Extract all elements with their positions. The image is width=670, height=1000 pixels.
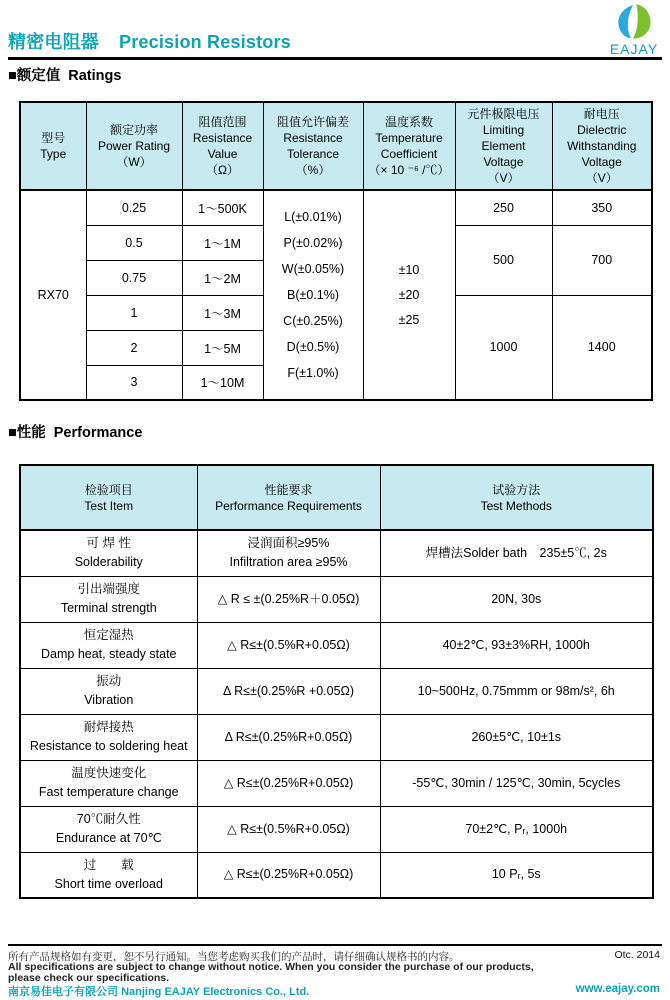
table-row	[20, 760, 653, 806]
temp-coefficient-value: ±25	[398, 312, 420, 327]
header-line: 额定功率	[109, 123, 158, 137]
type-cell: RX70	[20, 190, 86, 400]
footer-date: Otc. 2014	[614, 949, 660, 961]
test-item-en: Damp heat, steady state	[41, 647, 177, 661]
footer-notice-en-line1: All specifications are subject to change without notice. When you consider the purchase of our products,	[8, 961, 534, 973]
col-header-withstanding-voltage	[552, 102, 652, 190]
footer-company	[8, 983, 309, 999]
header-line: Value	[207, 147, 238, 161]
page-header	[0, 0, 670, 57]
test-item-cell	[20, 668, 197, 714]
header-line: Performance Requirements	[215, 498, 362, 513]
test-item-zh: 温度快速变化	[71, 766, 147, 780]
test-item-zh: 引出端强度	[77, 582, 140, 596]
col-header-resistance-value	[182, 102, 263, 190]
test-method-cell: 70±2℃, Pᵣ, 1000h	[380, 806, 653, 852]
temp-coefficient-cell	[363, 190, 455, 400]
page-title	[8, 28, 291, 54]
performance-heading-en: Performance	[53, 425, 143, 441]
limiting-voltage-cell: 500	[455, 225, 552, 295]
header-line: 试验方法	[492, 482, 541, 497]
tolerance-codes-cell	[263, 190, 363, 400]
requirement-cell: △ R ≤ ±(0.25%R＋0.05Ω)	[197, 576, 380, 622]
requirement-cell: △ R≤±(0.5%R+0.05Ω)	[197, 622, 380, 668]
logo-wordmark: EAJAY	[609, 41, 659, 57]
table-row	[20, 622, 653, 668]
requirement-line: Infiltration area ≥95%	[229, 555, 348, 570]
ratings-table	[19, 101, 653, 401]
requirement-line: 浸润面积≥95%	[247, 536, 330, 551]
performance-header-row	[20, 465, 653, 530]
test-item-en: Endurance at 70℃	[55, 831, 162, 845]
test-item-cell	[20, 530, 197, 576]
requirement-cell: △ R≤±(0.25%R+0.05Ω)	[197, 852, 380, 898]
tolerance-code: B(±0.1%)	[286, 288, 339, 302]
power-cell: 0.75	[86, 260, 182, 295]
temp-coefficient-value: ±10	[398, 262, 420, 277]
header-line: （V）	[487, 171, 520, 185]
col-header-resistance-tolerance	[263, 102, 363, 190]
header-line: （%）	[295, 163, 331, 177]
header-line: 耐电压	[583, 107, 620, 121]
test-method-cell: 焊槽法Solder bath 235±5℃, 2s	[380, 530, 653, 576]
footer-company-zh: 南京易佳电子有限公司	[8, 986, 118, 998]
power-cell: 0.5	[86, 225, 182, 260]
ratings-heading-zh: ■额定值	[8, 68, 61, 84]
header-line: 阻值范围	[198, 115, 247, 129]
header-line: Voltage	[581, 155, 622, 169]
col-header-limiting-voltage	[455, 102, 552, 190]
test-item-en: Terminal strength	[60, 601, 157, 615]
test-item-cell	[20, 806, 197, 852]
table-row	[20, 530, 653, 576]
test-item-en: Resistance to soldering heat	[29, 739, 188, 753]
header-line: Limiting	[482, 123, 525, 137]
company-logo	[604, 3, 664, 56]
test-item-zh: 振动	[96, 674, 122, 688]
test-item-cell	[20, 760, 197, 806]
col-header-test-item	[20, 465, 197, 530]
test-item-en: Short time overload	[54, 876, 163, 891]
test-method-cell: -55℃, 30min / 125℃, 30min, 5cycles	[380, 760, 653, 806]
ratings-section-heading	[8, 64, 670, 85]
performance-section-heading	[8, 421, 670, 442]
test-item-cell	[20, 852, 197, 898]
header-line: 性能要求	[264, 482, 313, 497]
ratings-heading-en: Ratings	[68, 68, 122, 84]
col-header-test-methods	[380, 465, 653, 530]
performance-heading-zh: ■性能	[8, 425, 46, 441]
requirement-cell: △ R≤±(0.5%R+0.05Ω)	[197, 806, 380, 852]
tolerance-code: F(±1.0%)	[287, 366, 339, 380]
header-line: Element	[481, 139, 526, 153]
footer-divider	[8, 944, 662, 946]
header-line: Resistance	[192, 131, 253, 145]
requirement-cell: △ R≤±(0.25%R+0.05Ω)	[197, 760, 380, 806]
header-line: Tolerance	[286, 147, 340, 161]
test-method-cell: 260±5℃, 10±1s	[380, 714, 653, 760]
requirement-cell	[197, 530, 380, 576]
header-line: Type	[40, 147, 67, 161]
test-item-zh: 70℃耐久性	[76, 812, 141, 826]
tolerance-code: C(±0.25%)	[283, 314, 343, 328]
withstanding-voltage-cell: 700	[552, 225, 652, 295]
resistance-cell: 1～3M	[182, 295, 263, 330]
header-line: 型号	[41, 131, 66, 145]
table-row	[20, 852, 653, 898]
header-line: 元件极限电压	[467, 107, 540, 121]
requirement-cell: Δ R≤±(0.25%R+0.05Ω)	[197, 714, 380, 760]
power-cell: 0.25	[86, 190, 182, 225]
header-line: Power Rating	[97, 139, 171, 153]
test-method-cell: 10~500Hz, 0.75mmm or 98m/s², 6h	[380, 668, 653, 714]
power-cell: 2	[86, 330, 182, 365]
col-header-power-rating	[86, 102, 182, 190]
header-line: （Ω）	[206, 163, 239, 177]
test-method-cell: 40±2℃, 93±3%RH, 1000h	[380, 622, 653, 668]
header-line: Test Item	[84, 498, 134, 513]
tolerance-code: D(±0.5%)	[286, 340, 340, 354]
header-line: Coefficient	[380, 147, 438, 161]
resistance-cell: 1～5M	[182, 330, 263, 365]
header-line: Voltage	[483, 155, 524, 169]
col-header-temperature-coefficient	[363, 102, 455, 190]
header-line: Withstanding	[567, 139, 637, 153]
page-title-en: Precision Resistors	[119, 32, 291, 52]
test-item-cell	[20, 714, 197, 760]
header-divider	[8, 57, 662, 60]
footer-notice-en-line2: please check our specifications.	[8, 972, 170, 984]
header-line: 阻值允许偏差	[276, 115, 349, 129]
tolerance-code: P(±0.02%)	[283, 236, 343, 250]
test-item-en: Fast temperature change	[38, 785, 179, 799]
table-row	[20, 714, 653, 760]
requirement-cell: Δ R≤±(0.25%R +0.05Ω)	[197, 668, 380, 714]
test-method-cell: 10 Pᵣ, 5s	[380, 852, 653, 898]
header-line: 检验项目	[84, 482, 133, 497]
test-item-cell	[20, 576, 197, 622]
withstanding-voltage-cell: 1400	[552, 295, 652, 400]
test-item-zh: 恒定湿热	[83, 628, 134, 642]
resistance-cell: 1～2M	[182, 260, 263, 295]
test-item-zh: 可 焊 性	[86, 536, 131, 551]
eajay-logo-icon	[615, 3, 653, 41]
col-header-performance-requirements	[197, 465, 380, 530]
resistance-cell: 1～1M	[182, 225, 263, 260]
header-line: Dielectric	[577, 123, 627, 137]
header-line: （× 10 ⁻⁶ /℃）	[368, 163, 450, 177]
header-line: Resistance	[283, 131, 343, 145]
limiting-voltage-cell: 1000	[455, 295, 552, 400]
resistance-cell: 1～10M	[182, 365, 263, 400]
footer-notice-zh: 所有产品规格如有变更，恕不另行通知。当您考虑购买我们的产品时，请仔细确认规格书的内容。	[8, 951, 460, 963]
table-row	[20, 806, 653, 852]
test-method-cell: 20N, 30s	[380, 576, 653, 622]
header-line: （V）	[585, 171, 618, 185]
test-item-zh: 耐焊接热	[83, 720, 134, 734]
tolerance-code: W(±0.05%)	[281, 262, 345, 276]
table-row	[20, 668, 653, 714]
withstanding-voltage-cell: 350	[552, 190, 652, 225]
footer-company-en: Nanjing EAJAY Electronics Co., Ltd.	[121, 986, 310, 998]
resistance-cell: 1～500K	[182, 190, 263, 225]
footer-website-link[interactable]: www.eajay.com	[575, 983, 660, 995]
header-line: 温度系数	[384, 115, 433, 129]
col-header-type	[20, 102, 86, 190]
header-line: （W）	[116, 155, 152, 169]
test-item-en: Vibration	[84, 693, 134, 707]
power-cell: 1	[86, 295, 182, 330]
table-row	[20, 190, 652, 225]
performance-table	[19, 464, 654, 899]
temp-coefficient-value: ±20	[398, 287, 420, 302]
power-cell: 3	[86, 365, 182, 400]
header-line: Temperature	[375, 131, 443, 145]
ratings-header-row	[20, 102, 652, 190]
header-line: Test Methods	[480, 498, 552, 513]
test-item-en: Solderability	[74, 555, 143, 570]
table-row	[20, 576, 653, 622]
test-item-zh: 过 载	[83, 857, 134, 872]
test-item-cell	[20, 622, 197, 668]
page-title-zh: 精密电阻器	[8, 32, 99, 52]
limiting-voltage-cell: 250	[455, 190, 552, 225]
tolerance-code: L(±0.01%)	[284, 210, 342, 224]
